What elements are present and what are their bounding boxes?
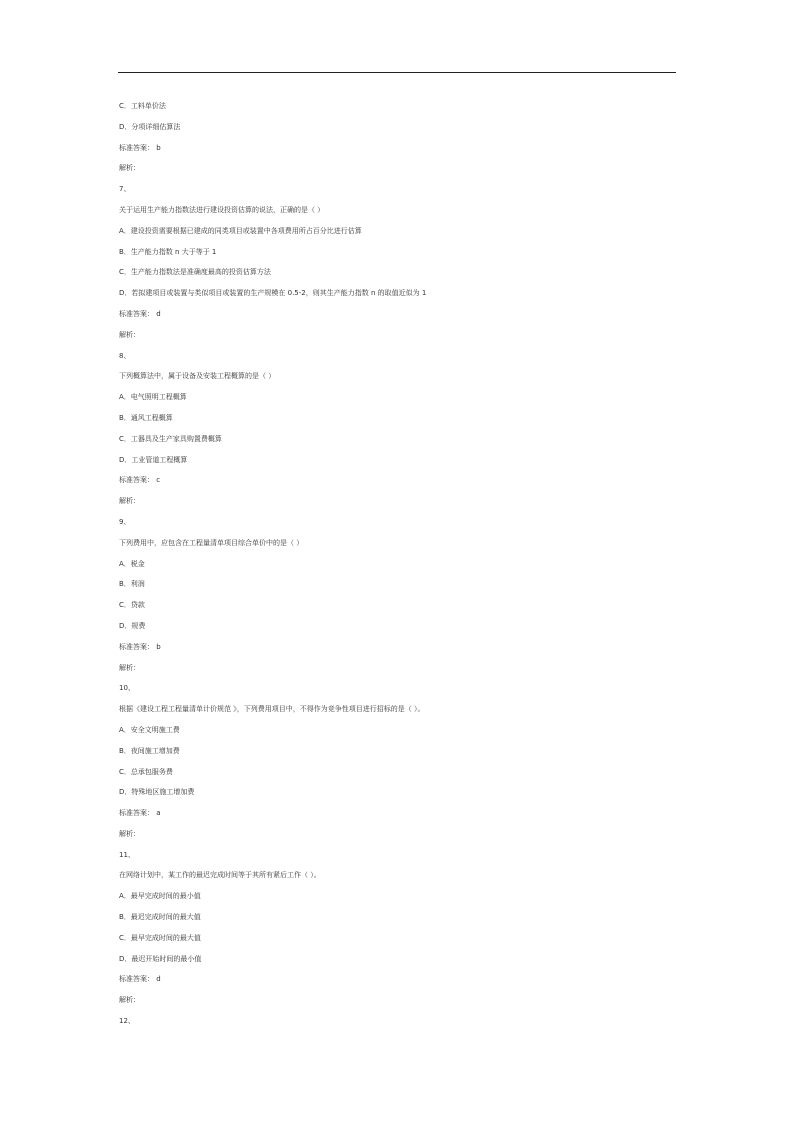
text-line: [119, 807, 679, 828]
text-line: [119, 204, 679, 225]
text-line: [119, 973, 679, 994]
text-line: [119, 558, 679, 579]
line-text: 解析：: [119, 663, 140, 672]
line-text: 8、: [119, 351, 131, 360]
line-text: 标准答案： a: [119, 809, 161, 818]
text-line: [119, 246, 679, 267]
text-line: [119, 703, 679, 724]
text-line: [119, 308, 679, 329]
text-line: [119, 641, 679, 662]
text-line: [119, 662, 679, 683]
line-text: A．税金: [119, 559, 145, 568]
line-text: 在网络计划中，某工作的最迟完成时间等于其所有紧后工作（ ）。: [119, 871, 321, 880]
text-line: [119, 620, 679, 641]
line-text: 标准答案： d: [119, 309, 161, 318]
line-text: 解析：: [119, 829, 140, 838]
line-text: C．最早完成时间的最大值: [119, 933, 201, 942]
line-text: 关于运用生产能力指数法进行建设投资估算的说法，正确的是（ ）: [119, 205, 325, 214]
text-line: [119, 828, 679, 849]
line-text: 解析：: [119, 996, 140, 1005]
text-line: [119, 786, 679, 807]
line-text: A．建设投资需要根据已建成的同类项目或装置中各项费用所占百分比进行估算: [119, 226, 362, 235]
line-text: 解析：: [119, 330, 140, 339]
text-line: [119, 370, 679, 391]
text-line: [119, 495, 679, 516]
line-text: 9、: [119, 517, 131, 526]
line-text: 根据《建设工程工程量清单计价规范 》，下列费用项目中，不得作为竞争性项目进行招标的是（ ）。: [119, 705, 425, 714]
text-line: [119, 932, 679, 953]
text-line: [119, 724, 679, 745]
line-text: 11、: [119, 850, 135, 859]
text-line: [119, 911, 679, 932]
text-line: [119, 578, 679, 599]
line-text: A．安全文明施工费: [119, 725, 180, 734]
text-line: [119, 537, 679, 558]
text-line: [119, 266, 679, 287]
text-line: [119, 849, 679, 870]
line-text: 标准答案： d: [119, 975, 161, 984]
text-line: [119, 329, 679, 350]
line-text: B．生产能力指数 n 大于等于 1: [119, 247, 217, 256]
text-line: [119, 953, 679, 974]
text-line: [119, 162, 679, 183]
line-text: B．通风工程概算: [119, 413, 173, 422]
text-line: [119, 287, 679, 308]
line-text: B．夜间施工增加费: [119, 746, 180, 755]
line-text: A．电气照明工程概算: [119, 393, 187, 402]
text-line: [119, 890, 679, 911]
text-line: [119, 1015, 679, 1036]
line-text: 标准答案： b: [119, 143, 161, 152]
line-text: A．最早完成时间的最小值: [119, 892, 201, 901]
text-line: [119, 745, 679, 766]
text-line: [119, 350, 679, 371]
text-line: [119, 225, 679, 246]
line-text: 解析：: [119, 164, 140, 173]
line-text: B．利润: [119, 580, 145, 589]
line-text: 解析：: [119, 497, 140, 506]
line-text: 标准答案： b: [119, 642, 161, 651]
line-text: D．最迟开始时间的最小值: [119, 954, 202, 963]
line-text: C．总承包服务费: [119, 767, 173, 776]
line-text: D．特殊地区施工增加费: [119, 788, 195, 797]
text-line: [119, 869, 679, 890]
line-text: D．规费: [119, 621, 146, 630]
text-line: [119, 183, 679, 204]
text-line: [119, 599, 679, 620]
header-rule: [118, 72, 676, 73]
text-line: [119, 391, 679, 412]
text-line: [119, 682, 679, 703]
line-text: 7、: [119, 185, 131, 194]
line-text: C．工料单价法: [119, 102, 166, 110]
line-text: B．最迟完成时间的最大值: [119, 913, 201, 922]
line-text: 12、: [119, 1017, 135, 1026]
text-line: [119, 766, 679, 787]
text-line: [119, 412, 679, 433]
line-text: 10、: [119, 684, 135, 693]
document-body: [119, 100, 679, 1036]
text-line: [119, 121, 679, 142]
line-text: D．若拟建项目或装置与类似项目或装置的生产规模在 0.5-2，则其生产能力指数 n 的取值近似为 1: [119, 289, 427, 298]
text-line: [119, 454, 679, 475]
text-line: [119, 142, 679, 163]
text-line: [119, 474, 679, 495]
line-text: 下列概算法中，属于设备及安装工程概算的是（ ）: [119, 372, 276, 381]
text-line: [119, 516, 679, 537]
line-text: D．分项详细估算法: [119, 122, 181, 131]
line-text: 标准答案： c: [119, 476, 161, 485]
text-line: [119, 100, 679, 121]
line-text: C．工器具及生产家具购置费概算: [119, 434, 222, 443]
line-text: C．生产能力指数法是准确度最高的投资估算方法: [119, 268, 271, 277]
text-line: [119, 433, 679, 454]
line-text: D．工业管道工程概算: [119, 455, 188, 464]
line-text: 下列费用中，应包含在工程量清单项目综合单价中的是（ ）: [119, 538, 304, 547]
text-line: [119, 994, 679, 1015]
line-text: C．贷款: [119, 601, 145, 610]
